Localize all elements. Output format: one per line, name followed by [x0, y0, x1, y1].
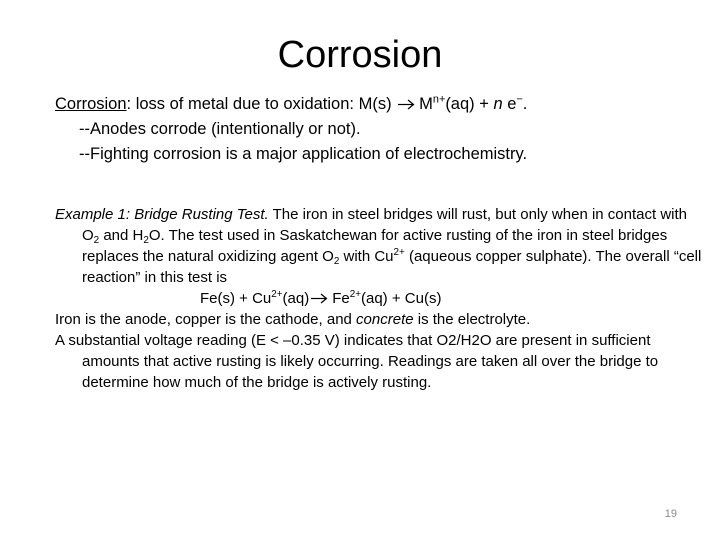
equation-right: Fe — [332, 290, 350, 307]
example-text-2: and H — [99, 227, 144, 244]
anode-line — [55, 309, 705, 330]
bullet-anodes: --Anodes corrode (intentionally or not). — [79, 120, 361, 138]
ion-charge: n+ — [432, 93, 446, 106]
definition-text: : loss of metal due to oxidation: M(s) — [126, 95, 397, 113]
voltage-paragraph: A substantial voltage reading (E < –0.35 V) indicates that O2/H2O are present in sufficient amounts that active rusting is likely occurring. Readings are taken all over the bridge to determine how much of the bridge is actively rusting. — [55, 332, 659, 391]
slide-title: Corrosion — [277, 34, 443, 76]
cell-reaction-equation — [55, 288, 705, 309]
example-paragraph — [55, 204, 705, 288]
o2-subscript: 2 — [93, 234, 100, 246]
equation-left: Fe(s) + Cu — [200, 290, 272, 307]
anode-text-before: Iron is the anode, copper is the cathode, and — [55, 311, 357, 328]
cu-charge: 2+ — [393, 247, 405, 259]
electron-symbol: e — [502, 95, 517, 113]
anode-text-after: is the electrolyte. — [413, 311, 531, 328]
example-block — [55, 204, 705, 393]
equation-fe-charge: 2+ — [349, 289, 361, 301]
definition-line — [55, 92, 695, 117]
page-number: 19 — [664, 508, 677, 520]
example-text-5: (aqueous copper sulphate). The overall “cell reaction” in this test is — [82, 248, 702, 286]
equation-left-end: (aq) — [282, 290, 310, 307]
bullet-fighting-corrosion: --Fighting corrosion is a major application of electrochemistry. — [79, 145, 528, 163]
example-text-4: with Cu — [339, 248, 394, 265]
equation-arrow-icon — [311, 293, 328, 304]
reaction-arrow-icon — [398, 99, 415, 110]
ion-symbol: M — [419, 95, 433, 113]
electron-count: n — [493, 95, 503, 113]
example-text-1: The iron in steel bridges will rust, but only when in contact with O — [82, 206, 687, 244]
electron-charge: − — [516, 93, 523, 106]
after-ion-text: (aq) + — [445, 95, 494, 113]
definition-end: . — [522, 95, 528, 113]
example-text-3: O. The test used in Saskatchewan for active rusting of the iron in steel bridges replaces the natural oxidizing agent O — [82, 227, 668, 265]
equation-cu-charge: 2+ — [271, 289, 283, 301]
definition-term: Corrosion — [55, 95, 127, 113]
h2-subscript: 2 — [143, 234, 149, 246]
concrete-word: concrete — [356, 311, 414, 328]
example-label: Example 1: Bridge Rusting Test. — [55, 206, 269, 223]
definition-block — [55, 92, 695, 167]
equation-right-end: (aq) + Cu(s) — [361, 290, 442, 307]
o2-subscript-2: 2 — [333, 255, 340, 267]
